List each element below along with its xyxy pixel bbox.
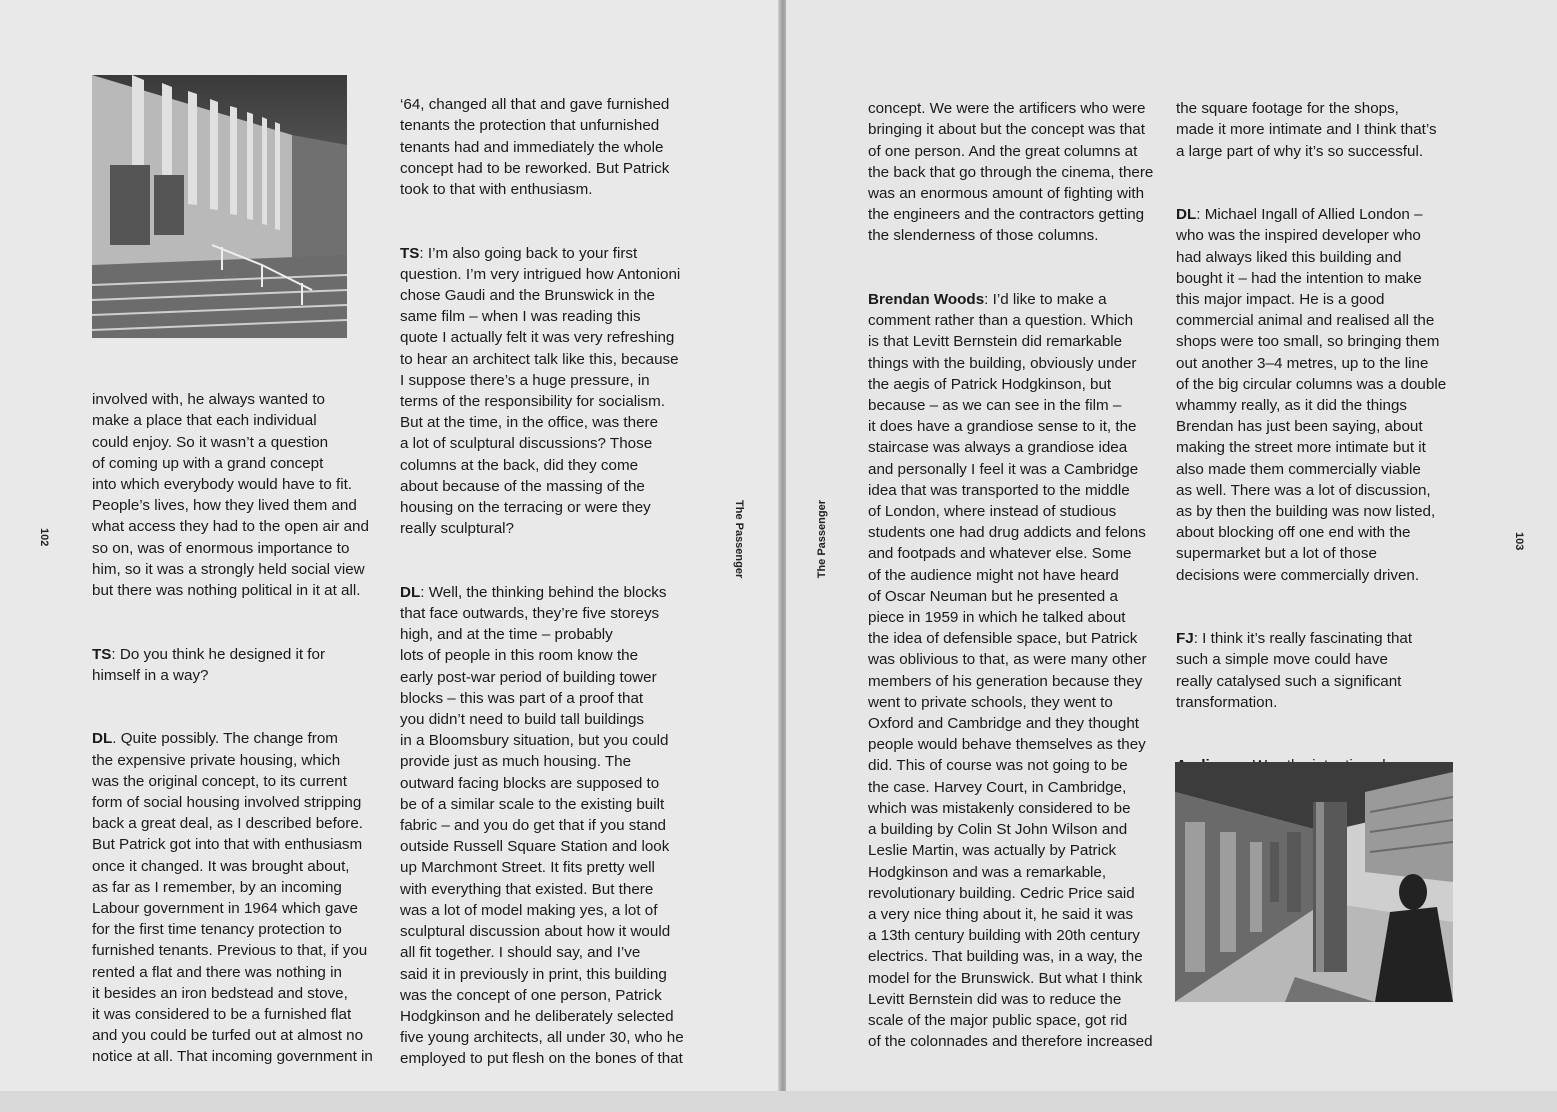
paragraph: concept. We were the artificers who were bringing it about but the concept was that of one person. And the great columns at the back that go through the cinema, there was an enormous amount of fighting with the engineers and the contractors getting the slenderness of those columns.	[868, 100, 1154, 245]
paragraph: DL: Michael Ingall of Allied London – who was the inspired developer who had always liked this building and bought it – had the intention to make this major impact. He is a good commercial animal and realised all the shops were too small, so bringing them out another 3–4 metres, up to the line of the big circular columns was a double whammy really, as it did the things Brendan has just been saying, about making the street more intimate but it also made them commercially viable as well. There was a lot of discussion, as by then the building was now listed, about blocking off one end with the supermarket but a lot of those decisions were commercially driven.	[1176, 206, 1447, 584]
speaker-label: TS	[400, 244, 420, 262]
page-number: 103	[1513, 532, 1525, 551]
running-head: The Passenger	[816, 500, 828, 579]
speaker-label: Brendan Woods	[868, 291, 985, 309]
paragraph: the square footage for the shops, made it more intimate and I think that’s a large part of why it’s so successful.	[1176, 100, 1437, 160]
paragraph: involved with, he always wanted to make a place that each individual could enjoy. So it wasn’t a question of coming up with a grand concept into which everybody would have to fit. People’s lives, how they lived them and what access they had to the open air and so on, was of enormous importance to him, so it was a strongly held social view but there was nothing political in it at all.	[92, 391, 369, 600]
page-number: 102	[38, 528, 50, 547]
running-head: The Passenger	[733, 500, 745, 579]
paragraph: DL: Well, the thinking behind the blocks that face outwards, they’re five storeys high, and at the time – probably lots of people in this room know the early post-war period of building tower blocks – this was part of a proof that you didn’t need to build tall buildings in a Bloomsbury situation, but you could provide just as much housing. The outward facing blocks are supposed to be of a similar scale to the existing built fabric – and you do get that if you stand outside Russell Square Station and look up Marchmont Street. It fits pretty well with everything that existed. But there was a lot of model making yes, a lot of sculptural discussion about how it would all fit together. I should say, and I’ve said it in previously in print, this building was the concept of one person, Patrick Hodgkinson and he deliberately selected five young architects, all under 30, who he employed to put flesh on the bones of that	[400, 583, 684, 1068]
speaker-label: DL	[92, 730, 113, 748]
left-column-1	[92, 368, 392, 1110]
speaker-label: FJ	[1176, 630, 1194, 648]
speaker-label: DL	[1176, 206, 1197, 224]
left-column-2	[400, 73, 720, 1112]
colonnade-photo	[1175, 762, 1453, 1002]
paragraph: ‘64, changed all that and gave furnished tenants the protection that unfurnished tenants had and immediately the whole concept had to be reworked. But Patrick took to that with enthusiasm.	[400, 96, 670, 199]
brunswick-facade-photo	[92, 75, 347, 338]
paragraph: TS: I’m also going back to your first question. I’m very intrigued how Antonioni chose Gaudi and the Brunswick in the same film – when I was reading this quote I actually felt it was very refreshing to hear an architect talk like this, because I suppose there’s a huge pressure, in terms of the responsibility for socialism. But at the time, in the office, was there a lot of sculptural discussions? Those columns at the back, did they come about because of the massing of the housing on the terracing or were they really sculptural?	[400, 244, 681, 538]
right-column-1	[868, 77, 1178, 1095]
paragraph: Brendan Woods: I’d like to make a comment rather than a question. Which is that Levitt Bernstein did remarkable things with the building, obviously under the aegis of Patrick Hodgkinson, but because – as we can see in the film – it does have a grandiose sense to it, the staircase was always a grandiose idea and personally I feel it was a Cambridge idea that was transported to the middle of London, where instead of studious students one had drug addicts and felons and footpads and whatever else. Some of the audience might not have heard of Oscar Neuman but he presented a piece in 1959 in which he talked about the idea of defensible space, but Patrick was oblivious to that, as were many other members of his generation because they went to private schools, they went to Oxford and Cambridge and they thought people would behave themselves as they did. This of course was not going to be the case. Harvey Court, in Cambridge, which was mistakenly considered to be a building by Colin St John Wilson and Leslie Martin, was actually by Patrick Hodgkinson and was a remarkable, revolutionary building. Cedric Price said a very nice thing about it, he said it was a 13th century building with 20th century electrics. That building was, in a way, the model for the Brunswick. But what I think Levitt Bernstein did was to reduce the scale of the major public space, got rid of the colonnades and therefore increased	[868, 291, 1153, 1051]
speaker-label: DL	[400, 583, 421, 601]
left-page	[0, 0, 780, 1091]
paragraph: TS: Do you think he designed it for himself in a way?	[92, 645, 326, 684]
paragraph: FJ: I think it’s really fascinating that such a simple move could have really catalysed such a significant transformation.	[1176, 630, 1413, 711]
speaker-label: TS	[92, 645, 112, 663]
right-page	[786, 0, 1557, 1091]
right-column-2	[1176, 77, 1476, 861]
paragraph: DL. Quite possibly. The change from the expensive private housing, which was the original concept, to its current form of social housing involved stripping back a great deal, as I described before. But Patrick got into that with enthusiasm once it changed. It was brought about, as far as I remember, by an incoming Labour government in 1964 which gave for the first time tenancy protection to furnished tenants. Previous to that, if you rented a flat and there was nothing in it besides an iron bedstead and stove, it was considered to be a furnished flat and you could be turfed out at almost no notice at all. That incoming government in	[92, 730, 373, 1066]
